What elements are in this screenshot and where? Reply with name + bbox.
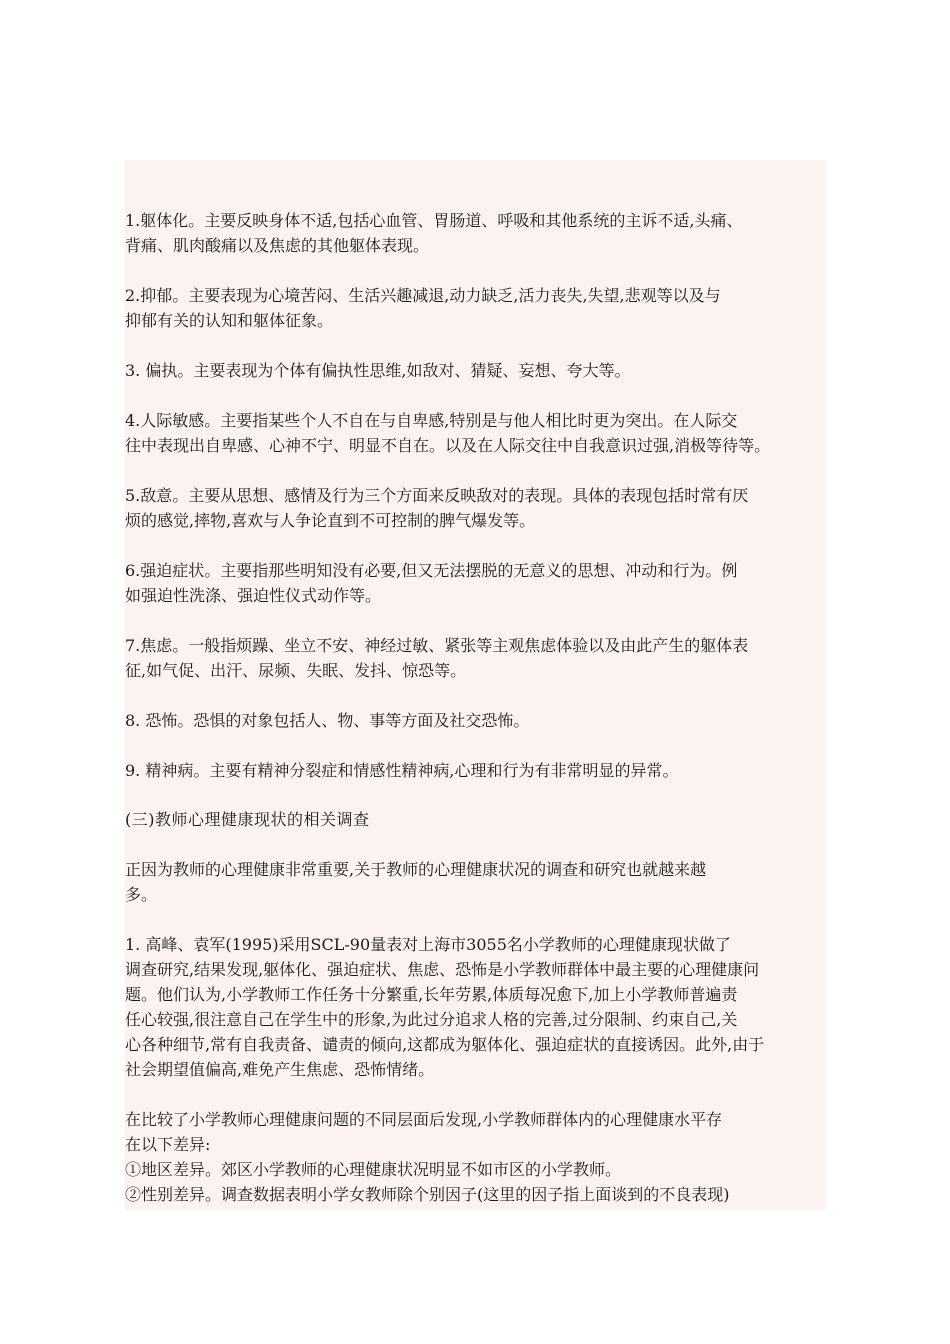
item-obsessive-line: 6.强迫症状。主要指那些明知没有必要,但又无法摆脱的无意义的思想、冲动和行为。例 (125, 561, 738, 580)
item-depression-line: 2.抑郁。主要表现为心境苦闷、生活兴趣减退,动力缺乏,活力丧失,失望,悲观等以及与 (125, 286, 721, 305)
document-body (125, 160, 826, 1210)
study-paragraph-line: 调查研究,结果发现,躯体化、强迫症状、焦虑、恐怖是小学教师群体中最主要的心理健康问 (125, 960, 760, 979)
item-interpersonal-line: 往中表现出自卑感、心神不宁、明显不自在。以及在人际交往中自我意识过强,消极等待等。 (125, 436, 771, 455)
study-paragraph-line: 1. 高峰、袁军(1995)采用SCL-90量表对上海市3055名小学教师的心理健康现状做了 (125, 935, 731, 954)
item-hostility-line: 5.敌意。主要从思想、感情及行为三个方面来反映敌对的表现。具体的表现包括时常有厌 (125, 486, 749, 505)
item-phobia-line: 8. 恐怖。恐惧的对象包括人、物、事等方面及社交恐怖。 (125, 711, 530, 730)
difference-paragraph-line: 在比较了小学教师心理健康问题的不同层面后发现,小学教师群体内的心理健康水平存 (125, 1110, 723, 1129)
item-anxiety-line: 征,如气促、出汗、尿频、失眠、发抖、惊恐等。 (125, 661, 467, 680)
item-anxiety-line: 7.焦虑。一般指烦躁、坐立不安、神经过敏、紧张等主观焦虑体验以及由此产生的躯体表 (125, 636, 749, 655)
study-paragraph-line: 社会期望值偏高,难免产生焦虑、恐怖情绪。 (125, 1060, 435, 1079)
intro-paragraph-line: 正因为教师的心理健康非常重要,关于教师的心理健康状况的调查和研究也就越来越 (125, 860, 707, 879)
study-paragraph-line: 任心较强,很注意自己在学生中的形象,为此过分追求人格的完善,过分限制、约束自己,关 (125, 1010, 738, 1029)
section-heading: (三)教师心理健康现状的相关调查 (125, 810, 370, 829)
item-somatization-line: 1.躯体化。主要反映身体不适,包括心血管、胃肠道、呼吸和其他系统的主诉不适,头痛、 (125, 211, 743, 230)
study-paragraph-line: 心各种细节,常有自我责备、谴责的倾向,这都成为躯体化、强迫症状的直接诱因。此外,由于 (125, 1035, 765, 1054)
difference-item-region: ①地区差异。郊区小学教师的心理健康状况明显不如市区的小学教师。 (125, 1160, 622, 1179)
item-depression-line: 抑郁有关的认知和躯体征象。 (125, 311, 334, 330)
item-psychosis-line: 9. 精神病。主要有精神分裂症和情感性精神病,心理和行为有非常明显的异常。 (125, 761, 679, 780)
difference-paragraph-line: 在以下差异: (125, 1135, 211, 1154)
study-paragraph-line: 题。他们认为,小学教师工作任务十分繁重,长年劳累,体质每况愈下,加上小学教师普遍责 (125, 985, 738, 1004)
difference-item-gender: ②性别差异。调查数据表明小学女教师除个别因子(这里的因子指上面谈到的不良表现) (125, 1185, 730, 1204)
item-interpersonal-line: 4.人际敏感。主要指某些个人不自在与自卑感,特别是与他人相比时更为突出。在人际交 (125, 411, 738, 430)
item-paranoia-line: 3. 偏执。主要表现为个体有偏执性思维,如敌对、猜疑、妄想、夸大等。 (125, 361, 631, 380)
item-obsessive-line: 如强迫性洗涤、强迫性仪式动作等。 (125, 586, 382, 605)
item-hostility-line: 烦的感觉,摔物,喜欢与人争论直到不可控制的脾气爆发等。 (125, 511, 536, 530)
intro-paragraph-line: 多。 (125, 885, 158, 904)
item-somatization-line: 背痛、肌肉酸痛以及焦虑的其他躯体表现。 (125, 236, 430, 255)
